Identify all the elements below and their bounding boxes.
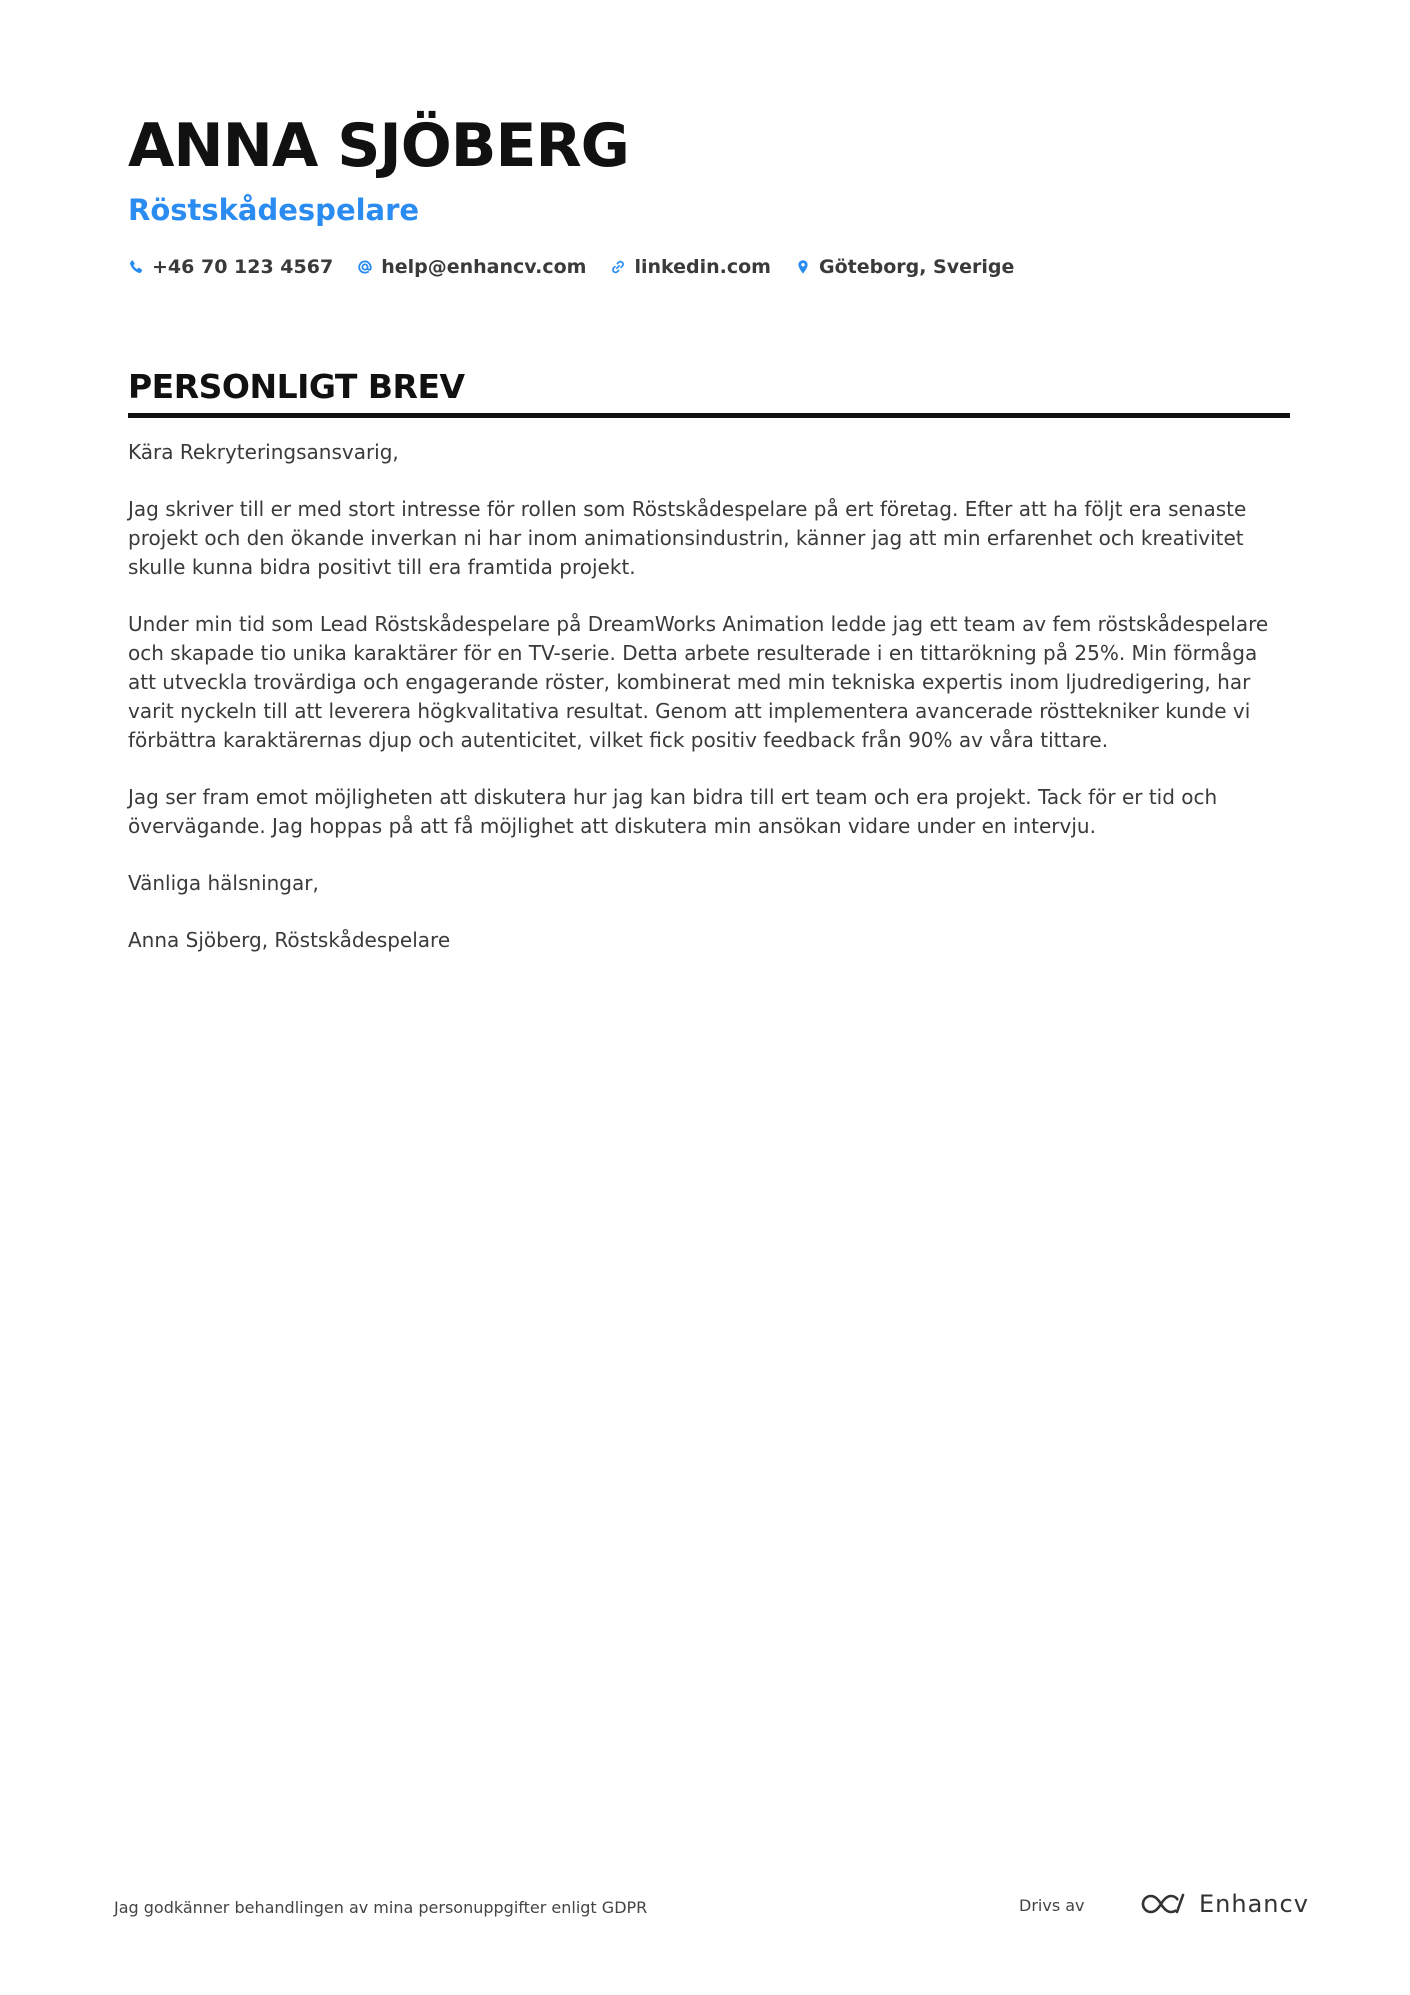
header [128, 110, 1288, 282]
email-address[interactable]: help@enhancv.com [381, 256, 587, 278]
phone-number: +46 70 123 4567 [152, 256, 334, 278]
letter-paragraph: Jag ser fram emot möjligheten att diskutera hur jag kan bidra till ert team och era projekt. Tack för er tid och övervägande. Jag hoppas på att få möjlighet att diskutera min ansökan vidare under en intervju. [128, 785, 1218, 838]
contact-info [128, 252, 1288, 282]
letter-greeting: Kära Rekryteringsansvarig, [128, 440, 399, 464]
phone-icon [128, 259, 144, 275]
section-title: PERSONLIGT BREV [128, 367, 465, 406]
enhancv-logo-icon [1139, 1890, 1187, 1918]
gdpr-consent-text: Jag godkänner behandlingen av mina personuppgifter enligt GDPR [114, 1898, 648, 1917]
contact-linkedin[interactable] [610, 256, 771, 278]
letter-closing: Vänliga hälsningar, [128, 871, 319, 895]
contact-location [795, 256, 1014, 278]
contact-phone [128, 256, 333, 278]
letter-paragraph: Jag skriver till er med stort intresse för rollen som Röstskådespelare på ert företag. Efter att ha följt era senaste projekt och den ökande inverkan ni har inom animationsindustrin, känner jag att min erfarenhet och kreativitet skulle kunna bidra positivt till era framtida projekt. [128, 497, 1247, 579]
powered-by-label: Drivs av [1019, 1896, 1085, 1915]
linkedin-link[interactable]: linkedin.com [634, 256, 771, 278]
at-icon [357, 259, 373, 275]
job-title: Röstskådespelare [128, 193, 420, 227]
brand-name[interactable]: Enhancv [1199, 1890, 1309, 1918]
link-icon [610, 259, 626, 275]
contact-email[interactable] [357, 256, 586, 278]
location-pin-icon [795, 259, 811, 275]
footer [114, 1890, 1309, 1930]
letter-paragraph: Under min tid som Lead Röstskådespelare på DreamWorks Animation ledde jag ett team av fem röstskådespelare och skapade tio unika karaktärer för en TV-serie. Detta arbete resulterade i en tittarökning på 25%. Min förmåga att utveckla trovärdiga och engagerande röster, kombinerat med min tekniska expertis inom ljudredigering, har varit nyckeln till att leverera högkvalitativa resultat. Genom att implementera avancerade rösttekniker kunde vi förbättra karaktärernas djup och autenticitet, vilket fick positiv feedback från 90% av våra tittare. [128, 612, 1269, 752]
location-text: Göteborg, Sverige [818, 256, 1015, 278]
letter-signature: Anna Sjöberg, Röstskådespelare [128, 928, 451, 952]
section-divider [128, 413, 1290, 418]
letter-body [128, 438, 1290, 955]
applicant-name: ANNA SJÖBERG [128, 111, 629, 181]
cover-letter-section [128, 365, 1290, 983]
enhancv-brand-link[interactable] [1139, 1890, 1309, 1918]
